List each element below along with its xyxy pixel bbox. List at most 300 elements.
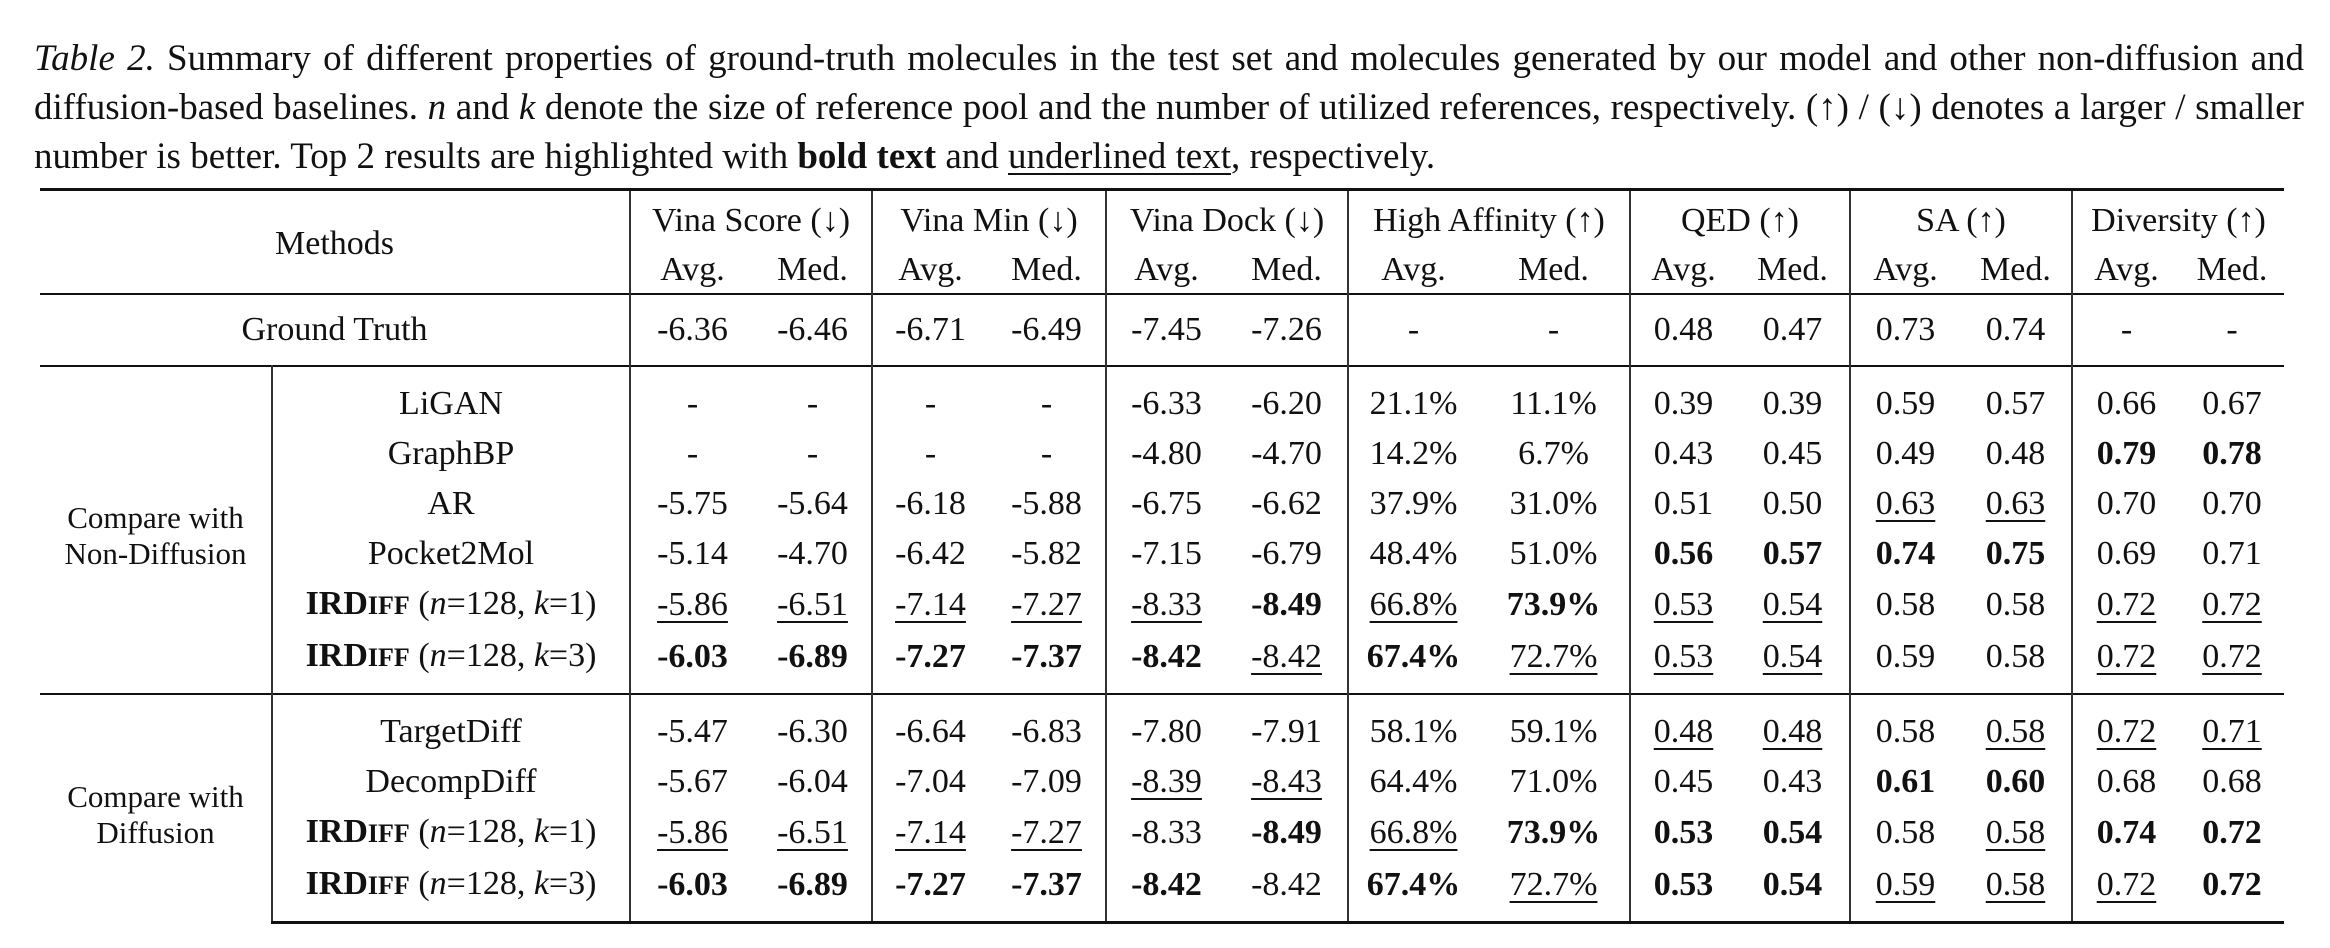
cell-value: -6.62 [1251, 485, 1322, 522]
table-cell [1226, 479, 1348, 529]
cell-value: 0.54 [1762, 638, 1823, 675]
cell-value: 0.39 [1653, 385, 1714, 422]
cell-value: -8.49 [1251, 814, 1322, 851]
med-header: Med. [1011, 251, 1082, 288]
table-row [40, 429, 2284, 479]
model-config-var: k [533, 865, 549, 902]
table-cell [1478, 631, 1630, 694]
table-row [40, 631, 2284, 694]
table-cell [2072, 579, 2180, 631]
table-cell [1850, 479, 1960, 529]
table-cell [988, 807, 1106, 859]
cell-value: - [1040, 385, 1053, 422]
cell-value: - [806, 435, 819, 472]
table-cell [2180, 479, 2284, 529]
table-cell [630, 579, 754, 631]
table-cell [1736, 579, 1850, 631]
table-cell [1736, 429, 1850, 479]
cell-value: -4.70 [777, 535, 848, 572]
model-name [306, 865, 410, 902]
table-cell [630, 859, 754, 923]
model-config-var: k [533, 585, 549, 622]
cell-value: 0.58 [1985, 814, 2046, 851]
cell-value: -5.14 [657, 535, 728, 572]
med-header: Med. [2196, 251, 2268, 288]
model-name-caps: IRD [305, 865, 368, 902]
cell-value: 31.0% [1509, 485, 1598, 522]
table-cell [1850, 579, 1960, 631]
cell-value: -5.47 [657, 713, 728, 750]
group-label-line: Compare with [67, 500, 244, 535]
model-config-var: n [429, 813, 447, 850]
table-cell: -7.45 [1106, 294, 1226, 366]
table-cell [1960, 579, 2072, 631]
table-cell [1348, 529, 1478, 579]
cell-value: 0.72 [2096, 586, 2157, 623]
cell-value: 0.54 [1762, 814, 1823, 851]
table-cell [2180, 859, 2284, 923]
cell-value: 0.48 [1762, 713, 1823, 750]
cell-value: -6.51 [777, 814, 848, 851]
cell-value: -6.30 [777, 713, 848, 750]
table-cell [1348, 631, 1478, 694]
avg-header: Avg. [1348, 247, 1478, 294]
table-cell [630, 429, 754, 479]
cell-value: -5.86 [657, 814, 728, 851]
model-config: =128, [446, 865, 534, 902]
model-config-var: k [533, 813, 549, 850]
cell-value: -5.88 [1011, 485, 1082, 522]
cell-value: 0.58 [1875, 713, 1936, 750]
table-cell [872, 529, 988, 579]
cell-value: 72.7% [1509, 638, 1598, 675]
caption-text: , respectively. [1230, 136, 1436, 177]
cell-value: 0.54 [1762, 586, 1823, 623]
cell-value: 67.4% [1366, 866, 1461, 903]
table-cell: -6.46 [754, 294, 872, 366]
table-cell [1630, 757, 1736, 807]
table-cell: -6.36 [630, 294, 754, 366]
table-cell [1630, 631, 1736, 694]
cell-value: 0.58 [1985, 638, 2046, 675]
table-cell [1348, 366, 1478, 429]
table-cell [872, 631, 988, 694]
cell-value: 64.4% [1369, 763, 1458, 800]
table-row [40, 807, 2284, 859]
table-row [40, 757, 2284, 807]
table-cell [988, 859, 1106, 923]
cell-value: 0.59 [1875, 385, 1936, 422]
table-cell [2072, 631, 2180, 694]
cell-value: - [1040, 435, 1053, 472]
table-cell [1960, 757, 2072, 807]
table-row [40, 529, 2284, 579]
cell-value: - [806, 385, 819, 422]
table-cell: - [1478, 294, 1630, 366]
table-cell [1106, 859, 1226, 923]
avg-header: Avg. [872, 247, 988, 294]
cell-value: -7.14 [895, 814, 966, 851]
cell-value: 66.8% [1369, 586, 1458, 623]
table-cell [1630, 859, 1736, 923]
table-cell [754, 529, 872, 579]
table-cell [1850, 631, 1960, 694]
table-cell [872, 429, 988, 479]
avg-header: Avg. [1850, 247, 1960, 294]
cell-value: -7.80 [1131, 713, 1202, 750]
cell-value: 0.72 [2202, 586, 2262, 623]
cell-value: -7.14 [895, 586, 966, 623]
table-cell [988, 757, 1106, 807]
cell-value: -5.64 [777, 485, 848, 522]
table-cell [1478, 429, 1630, 479]
table-cell [1960, 429, 2072, 479]
cell-value: 0.48 [1653, 713, 1714, 750]
table-cell [630, 479, 754, 529]
cell-value: -5.75 [657, 485, 728, 522]
cell-value: 0.75 [1985, 535, 2046, 572]
cell-value: -6.03 [657, 866, 728, 903]
cell-value: -6.42 [895, 535, 966, 572]
table-cell [1106, 757, 1226, 807]
caption-text: and [446, 87, 519, 128]
cell-value: -8.39 [1131, 763, 1202, 800]
section-group-label [40, 366, 272, 694]
table-cell [754, 579, 872, 631]
cell-value: 21.1% [1369, 385, 1458, 422]
table-cell [1960, 859, 2072, 923]
table-cell [630, 694, 754, 757]
group-label-line: Diffusion [96, 814, 215, 850]
table-cell [2180, 579, 2284, 631]
cell-value: -8.49 [1251, 586, 1322, 623]
table-cell [988, 429, 1106, 479]
table-cell [2072, 529, 2180, 579]
cell-value: 48.4% [1369, 535, 1458, 572]
cell-value: -6.75 [1131, 485, 1202, 522]
cell-value: -6.79 [1251, 535, 1322, 572]
model-config-var: n [429, 865, 447, 902]
cell-value: 0.53 [1653, 814, 1714, 851]
avg-header: Avg. [1106, 247, 1226, 294]
model-config-var: n [429, 585, 447, 622]
ground-truth-row [40, 294, 2284, 366]
table-cell [988, 631, 1106, 694]
table-cell [630, 757, 754, 807]
table-cell [872, 807, 988, 859]
cell-value: 14.2% [1369, 435, 1458, 472]
cell-value: -6.03 [657, 638, 728, 675]
cell-value: -8.33 [1131, 814, 1202, 851]
cell-value: 0.70 [2096, 485, 2157, 522]
model-name-smallcaps: IFF [367, 643, 410, 672]
cell-value: 0.58 [1875, 586, 1936, 623]
table-cell [1960, 807, 2072, 859]
cell-value: -7.27 [895, 866, 966, 903]
cell-value: 0.72 [2202, 814, 2262, 851]
model-config-var: k [533, 637, 549, 674]
table-cell [1850, 859, 1960, 923]
cell-value: -6.20 [1251, 385, 1322, 422]
cell-value: 0.58 [1985, 586, 2046, 623]
model-name-caps: IRD [305, 585, 368, 622]
table-row [40, 859, 2284, 923]
med-header: Med. [777, 251, 848, 288]
method-name: GraphBP [387, 435, 515, 472]
table-cell [2072, 694, 2180, 757]
cell-value: 0.39 [1762, 385, 1823, 422]
table-cell [2180, 694, 2284, 757]
table-cell [1736, 366, 1850, 429]
table-cell [1226, 757, 1348, 807]
table-row [40, 479, 2284, 529]
cell-value: 0.43 [1762, 763, 1823, 800]
model-config: =128, [446, 813, 534, 850]
method-name [272, 631, 630, 694]
cell-value: 0.74 [2096, 814, 2157, 851]
cell-value: - [924, 435, 937, 472]
cell-value: - [686, 435, 699, 472]
avg-header: Avg. [630, 247, 754, 294]
cell-value: -7.04 [895, 763, 966, 800]
table-cell [1960, 529, 2072, 579]
table-cell [2072, 429, 2180, 479]
cell-value: -5.67 [657, 763, 728, 800]
cell-value: 0.61 [1875, 763, 1936, 800]
cell-value: 0.43 [1653, 435, 1714, 472]
table-cell [1348, 859, 1478, 923]
med-header: Med. [1757, 251, 1828, 288]
cell-value: 11.1% [1510, 385, 1597, 422]
table-cell [1960, 694, 2072, 757]
method-name: AR [427, 485, 475, 522]
col-group-header: Vina Min (↓) [872, 190, 1106, 248]
model-name-smallcaps: IFF [367, 591, 410, 620]
table-cell [1850, 694, 1960, 757]
table-cell: - [2072, 294, 2180, 366]
cell-value: 73.9% [1506, 814, 1601, 851]
methods-header: Methods [40, 190, 630, 295]
cell-value: -7.15 [1131, 535, 1202, 572]
table-cell [1478, 579, 1630, 631]
table-cell [1106, 479, 1226, 529]
table-cell [630, 807, 754, 859]
table-cell [630, 529, 754, 579]
table-cell [2072, 479, 2180, 529]
results-table [40, 188, 2284, 924]
table-cell [2180, 366, 2284, 429]
table-cell [754, 631, 872, 694]
table-cell [1630, 579, 1736, 631]
table-cell [1106, 807, 1226, 859]
group-label-line: Non-Diffusion [64, 536, 247, 571]
table-cell [1478, 807, 1630, 859]
table-cell [1226, 694, 1348, 757]
model-config: ( [409, 585, 430, 622]
model-config: =1) [548, 585, 597, 622]
table-cell: 0.47 [1736, 294, 1850, 366]
table-cell [1736, 694, 1850, 757]
cell-value: 0.72 [2202, 638, 2262, 675]
cell-value: 0.57 [1985, 385, 2046, 422]
caption-text: and [936, 136, 1009, 177]
cell-value: 0.68 [2096, 763, 2157, 800]
table-cell [1106, 366, 1226, 429]
table-row [40, 366, 2284, 429]
cell-value: 51.0% [1509, 535, 1598, 572]
med-header: Med. [1980, 251, 2051, 288]
table-cell [1850, 807, 1960, 859]
method-name [272, 579, 630, 631]
model-config: ( [409, 637, 430, 674]
cell-value: 71.0% [1509, 763, 1598, 800]
table-row [40, 579, 2284, 631]
cell-value: 0.49 [1875, 435, 1936, 472]
table-cell [2072, 757, 2180, 807]
cell-value: -7.27 [895, 638, 966, 675]
table-cell: - [2180, 294, 2284, 366]
model-config-var: n [429, 637, 447, 674]
table-cell [754, 366, 872, 429]
caption-text: Summary of different properties of ground-truth molecules in the test set and molecules generated by our model and other non-diffusion and diffusion-based baselines. [34, 38, 2304, 128]
method-name: DecompDiff [365, 763, 537, 800]
table-cell [1478, 479, 1630, 529]
table-cell [1850, 757, 1960, 807]
cell-value: 0.58 [1875, 814, 1936, 851]
table-cell [1478, 366, 1630, 429]
table-row [40, 694, 2284, 757]
table-cell [1850, 429, 1960, 479]
cell-value: -5.86 [657, 586, 728, 623]
table-cell [1850, 529, 1960, 579]
table-cell [1630, 807, 1736, 859]
model-name-caps: IRD [305, 637, 368, 674]
table-cell [2072, 366, 2180, 429]
table-cell [2180, 529, 2284, 579]
table-cell [754, 757, 872, 807]
cell-value: -7.09 [1011, 763, 1082, 800]
cell-value: 0.53 [1653, 638, 1714, 675]
table-cell [1960, 479, 2072, 529]
cell-value: 0.56 [1653, 535, 1714, 572]
table-cell [1106, 579, 1226, 631]
model-name-caps: IRD [305, 813, 368, 850]
model-name [306, 637, 410, 674]
cell-value: -7.27 [1011, 586, 1082, 623]
table-cell [1106, 631, 1226, 694]
table-cell [1630, 366, 1736, 429]
model-config: =128, [446, 585, 534, 622]
caption-bold-example: bold text [797, 136, 937, 177]
cell-value: 0.79 [2096, 435, 2157, 472]
cell-value: 6.7% [1518, 435, 1589, 472]
cell-value: 0.63 [1985, 485, 2046, 522]
table-cell [988, 479, 1106, 529]
table-cell [630, 366, 754, 429]
table-cell: 0.73 [1850, 294, 1960, 366]
caption-var-k: k [518, 87, 536, 128]
header-row-groups [40, 190, 2284, 248]
cell-value: -4.70 [1251, 435, 1322, 472]
cell-value: 0.72 [2202, 866, 2262, 903]
table-cell [1736, 631, 1850, 694]
table-cell [872, 366, 988, 429]
table-cell [2180, 757, 2284, 807]
caption-label: Table 2. [34, 38, 155, 79]
med-header: Med. [1518, 251, 1589, 288]
col-group-header: SA (↑) [1850, 190, 2072, 248]
model-config: =3) [548, 637, 597, 674]
table-cell [1630, 529, 1736, 579]
cell-value: 0.66 [2096, 385, 2157, 422]
table-cell [1348, 807, 1478, 859]
cell-value: 58.1% [1369, 713, 1458, 750]
table-cell [1736, 757, 1850, 807]
cell-value: 0.45 [1762, 435, 1823, 472]
col-group-header: Diversity (↑) [2072, 190, 2284, 248]
avg-header: Avg. [1630, 247, 1736, 294]
med-header: Med. [1251, 251, 1322, 288]
cell-value: 72.7% [1509, 866, 1598, 903]
col-group-header: Vina Score (↓) [630, 190, 872, 248]
table-cell [1478, 757, 1630, 807]
table-cell [1630, 429, 1736, 479]
table-caption [34, 34, 2304, 181]
cell-value: -7.27 [1011, 814, 1082, 851]
table-cell [1226, 366, 1348, 429]
cell-value: -6.51 [777, 586, 848, 623]
cell-value: -5.82 [1011, 535, 1082, 572]
cell-value: -8.43 [1251, 763, 1322, 800]
model-name-smallcaps: IFF [367, 819, 410, 848]
table-cell [1348, 579, 1478, 631]
table-cell [1226, 807, 1348, 859]
table-cell [872, 579, 988, 631]
cell-value: 0.72 [2096, 713, 2157, 750]
col-group-header: High Affinity (↑) [1348, 190, 1630, 248]
table-cell [1106, 529, 1226, 579]
table-cell [872, 757, 988, 807]
table-cell [1348, 479, 1478, 529]
table-cell [1226, 579, 1348, 631]
table-cell [754, 479, 872, 529]
cell-value: 0.59 [1875, 866, 1936, 903]
table-cell [1850, 366, 1960, 429]
model-config: ( [409, 865, 430, 902]
cell-value: 0.58 [1985, 866, 2046, 903]
cell-value: -6.64 [895, 713, 966, 750]
table-cell [2072, 807, 2180, 859]
cell-value: -7.37 [1011, 638, 1082, 675]
table-cell [2180, 429, 2284, 479]
cell-value: 0.68 [2202, 763, 2262, 800]
col-group-header: QED (↑) [1630, 190, 1850, 248]
table-cell [754, 429, 872, 479]
table-cell [1736, 479, 1850, 529]
table-cell [1960, 631, 2072, 694]
cell-value: 0.72 [2096, 638, 2157, 675]
table-cell: 0.74 [1960, 294, 2072, 366]
cell-value: 0.70 [2202, 485, 2262, 522]
method-name: TargetDiff [272, 694, 630, 757]
table-cell [1478, 529, 1630, 579]
table-cell [1736, 529, 1850, 579]
table-cell [872, 479, 988, 529]
cell-value: -8.42 [1251, 866, 1322, 903]
row-label: Ground Truth [40, 294, 630, 366]
table-cell [2072, 859, 2180, 923]
caption-text: denote the size of reference pool and the number of utilized references, respectively. (↑) / (↓) denotes a larger / smaller number is better. Top 2 results are highlighted with [34, 87, 2305, 177]
